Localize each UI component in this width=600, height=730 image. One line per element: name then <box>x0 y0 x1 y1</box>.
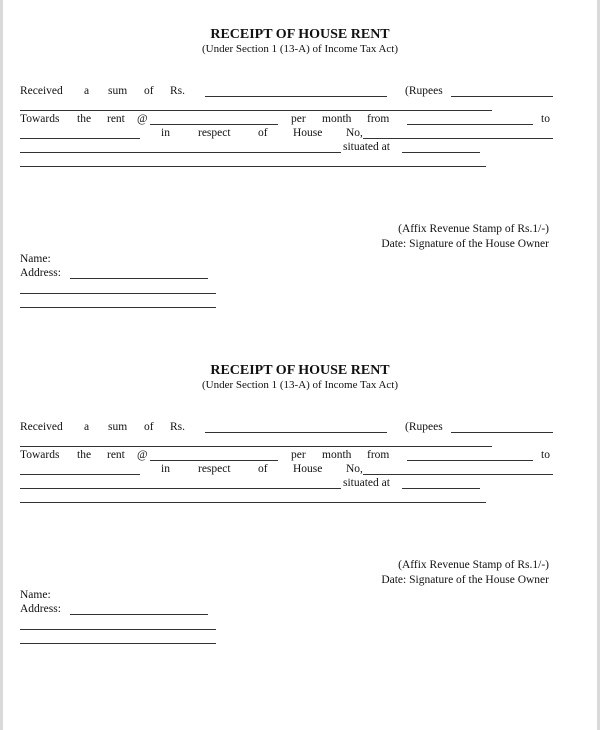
situated-at-blank-2[interactable] <box>20 166 486 167</box>
receipt-title: RECEIPT OF HOUSE RENT <box>210 363 390 378</box>
affix-stamp-note: (Affix Revenue Stamp of Rs.1/-) <box>398 223 549 235</box>
text-rupees: (Rupees <box>405 421 443 433</box>
text-towards: Towards <box>20 113 60 125</box>
text-from: from <box>367 449 390 461</box>
text-respect: respect <box>198 463 231 475</box>
date-signature-label: Date: Signature of the House Owner <box>381 574 549 586</box>
from-date-blank[interactable] <box>407 124 533 125</box>
text-a: a <box>84 85 90 97</box>
address-blank-2[interactable] <box>20 293 216 294</box>
text-month: month <box>322 113 352 125</box>
text-sum: sum <box>108 421 128 433</box>
text-house: House <box>293 127 323 139</box>
name-label: Name: <box>20 253 51 265</box>
rupees-words-blank-2[interactable] <box>20 110 492 111</box>
text-rupees: (Rupees <box>405 85 443 97</box>
address-blank-3[interactable] <box>20 307 216 308</box>
text-in: in <box>161 127 170 139</box>
text-from: from <box>367 113 390 125</box>
house-address-blank[interactable] <box>20 488 341 489</box>
text-of: of <box>144 85 154 97</box>
text-respect: respect <box>198 127 231 139</box>
text-the: the <box>77 113 92 125</box>
date-signature-label: Date: Signature of the House Owner <box>381 238 549 250</box>
text-per: per <box>291 113 306 125</box>
amount-blank[interactable] <box>205 96 387 97</box>
address-blank[interactable] <box>70 278 208 279</box>
text-of-2: of <box>258 463 268 475</box>
situated-at-blank[interactable] <box>402 152 480 153</box>
text-received: Received <box>20 85 63 97</box>
name-label: Name: <box>20 589 51 601</box>
house-address-blank[interactable] <box>20 152 341 153</box>
house-no-blank[interactable] <box>363 474 553 475</box>
from-date-blank[interactable] <box>407 460 533 461</box>
text-rs: Rs. <box>170 85 186 97</box>
text-sum: sum <box>108 85 128 97</box>
to-date-blank[interactable] <box>20 474 140 475</box>
text-towards: Towards <box>20 449 60 461</box>
to-date-blank[interactable] <box>20 138 140 139</box>
address-blank[interactable] <box>70 614 208 615</box>
receipt-title: RECEIPT OF HOUSE RENT <box>210 27 390 42</box>
text-rs: Rs. <box>170 421 186 433</box>
text-no: No, <box>346 127 363 139</box>
address-label: Address: <box>20 603 61 615</box>
receipt-subtitle: (Under Section 1 (13-A) of Income Tax Act) <box>201 43 399 55</box>
text-situated-at: situated at <box>343 477 390 489</box>
text-of-2: of <box>258 127 268 139</box>
receipt-subtitle: (Under Section 1 (13-A) of Income Tax Act) <box>201 379 399 391</box>
affix-stamp-note: (Affix Revenue Stamp of Rs.1/-) <box>398 559 549 571</box>
receipt-1 <box>3 22 597 352</box>
situated-at-blank-2[interactable] <box>20 502 486 503</box>
receipt-2 <box>3 358 597 688</box>
text-no: No, <box>346 463 363 475</box>
text-house: House <box>293 463 323 475</box>
text-rent: rent <box>107 449 125 461</box>
document-page <box>3 0 597 730</box>
house-no-blank[interactable] <box>363 138 553 139</box>
text-situated-at: situated at <box>343 141 390 153</box>
address-blank-3[interactable] <box>20 643 216 644</box>
rent-rate-blank[interactable] <box>150 460 278 461</box>
text-at-sign: @ <box>137 113 148 125</box>
text-a: a <box>84 421 90 433</box>
address-blank-2[interactable] <box>20 629 216 630</box>
situated-at-blank[interactable] <box>402 488 480 489</box>
rent-rate-blank[interactable] <box>150 124 278 125</box>
text-of: of <box>144 421 154 433</box>
address-label: Address: <box>20 267 61 279</box>
text-received: Received <box>20 421 63 433</box>
amount-blank[interactable] <box>205 432 387 433</box>
rupees-words-blank-2[interactable] <box>20 446 492 447</box>
text-the: the <box>77 449 92 461</box>
rupees-words-blank[interactable] <box>451 432 553 433</box>
text-rent: rent <box>107 113 125 125</box>
text-month: month <box>322 449 352 461</box>
text-per: per <box>291 449 306 461</box>
text-in: in <box>161 463 170 475</box>
text-at-sign: @ <box>137 449 148 461</box>
text-to: to <box>541 113 550 125</box>
rupees-words-blank[interactable] <box>451 96 553 97</box>
text-to: to <box>541 449 550 461</box>
